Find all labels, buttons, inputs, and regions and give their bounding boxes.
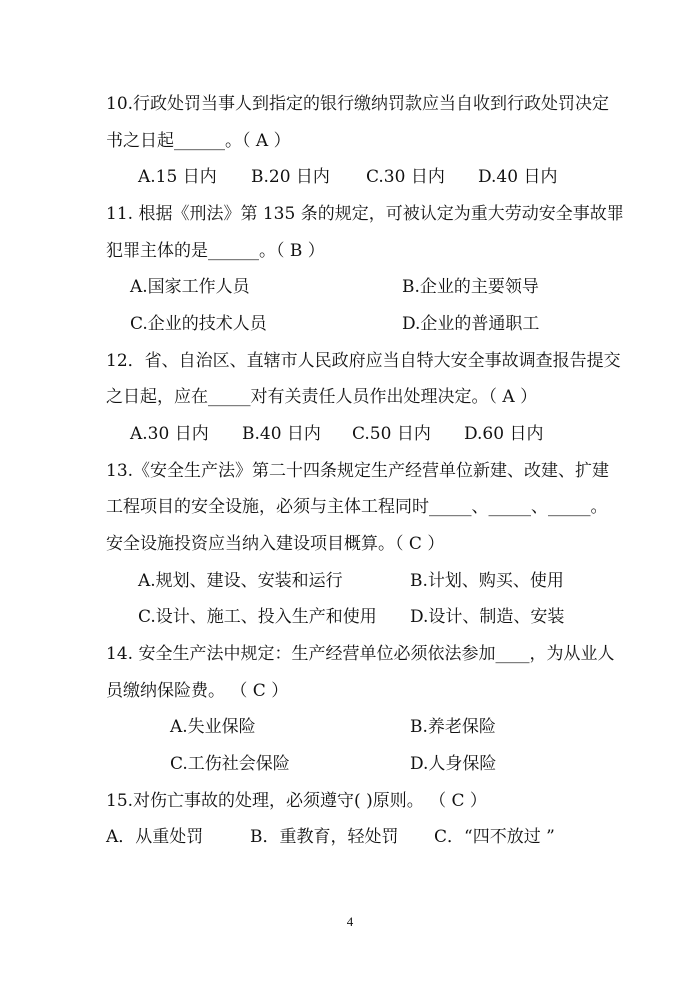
q12-line2: 之日起，应在_____对有关责任人员作出处理决定。（ A ） bbox=[106, 387, 538, 407]
q10-option-a: A.15 日内 bbox=[138, 167, 217, 187]
q14-option-a: A.失业保险 bbox=[170, 717, 256, 737]
q13-line3: 安全设施投资应当纳入建设项目概算。（ C ） bbox=[106, 534, 445, 554]
q14-option-b: B.养老保险 bbox=[410, 717, 496, 737]
q13-option-b: B.计划、购买、使用 bbox=[410, 571, 564, 591]
q15-option-b: B．重教育，轻处罚 bbox=[250, 827, 399, 847]
q15-line1: 15.对伤亡事故的处理，必须遵守( )原则。 （ C ） bbox=[106, 791, 487, 811]
q11-option-c: C.企业的技术人员 bbox=[130, 314, 267, 334]
q10-line1: 10.行政处罚当事人到指定的银行缴纳罚款应当自收到行政处罚决定 bbox=[106, 94, 610, 114]
q11-line2: 犯罪主体的是______。（ B ） bbox=[106, 241, 325, 261]
q13-line2: 工程项目的安全设施，必须与主体工程同时_____、_____、_____。 bbox=[106, 497, 608, 517]
q11-option-d: D.企业的普通职工 bbox=[402, 314, 540, 334]
q14-line1: 14. 安全生产法中规定：生产经营单位必须依法参加____，为从业人 bbox=[106, 644, 615, 664]
q14-option-c: C.工伤社会保险 bbox=[170, 754, 290, 774]
q13-option-a: A.规划、建设、安装和运行 bbox=[138, 571, 343, 591]
q14-line2: 员缴纳保险费。 （ C ） bbox=[106, 681, 289, 701]
q12-line1: 12．省、自治区、直辖市人民政府应当自特大安全事故调查报告提交 bbox=[106, 351, 621, 371]
q11-line1: 11. 根据《刑法》第 135 条的规定，可被认定为重大劳动安全事故罪 bbox=[106, 204, 624, 224]
q14-option-d: D.人身保险 bbox=[410, 754, 497, 774]
q13-line1: 13.《安全生产法》第二十四条规定生产经营单位新建、改建、扩建 bbox=[106, 461, 610, 481]
q10-option-b: B.20 日内 bbox=[251, 167, 330, 187]
q12-option-d: D.60 日内 bbox=[464, 424, 544, 444]
q12-option-b: B.40 日内 bbox=[242, 424, 321, 444]
q13-option-c: C.设计、施工、投入生产和使用 bbox=[138, 607, 377, 627]
q10-option-c: C.30 日内 bbox=[366, 167, 445, 187]
q12-option-a: A.30 日内 bbox=[130, 424, 209, 444]
page-number: 4 bbox=[346, 914, 354, 929]
q10-line2: 书之日起______。（ A ） bbox=[106, 131, 291, 151]
q10-option-d: D.40 日内 bbox=[478, 167, 558, 187]
q12-option-c: C.50 日内 bbox=[352, 424, 431, 444]
q11-option-a: A.国家工作人员 bbox=[130, 277, 250, 297]
q13-option-d: D.设计、制造、安装 bbox=[410, 607, 565, 627]
q11-option-b: B.企业的主要领导 bbox=[402, 277, 539, 297]
q15-option-a: A．从重处罚 bbox=[106, 827, 204, 847]
q15-option-c: C．“四不放过 ” bbox=[434, 827, 555, 847]
